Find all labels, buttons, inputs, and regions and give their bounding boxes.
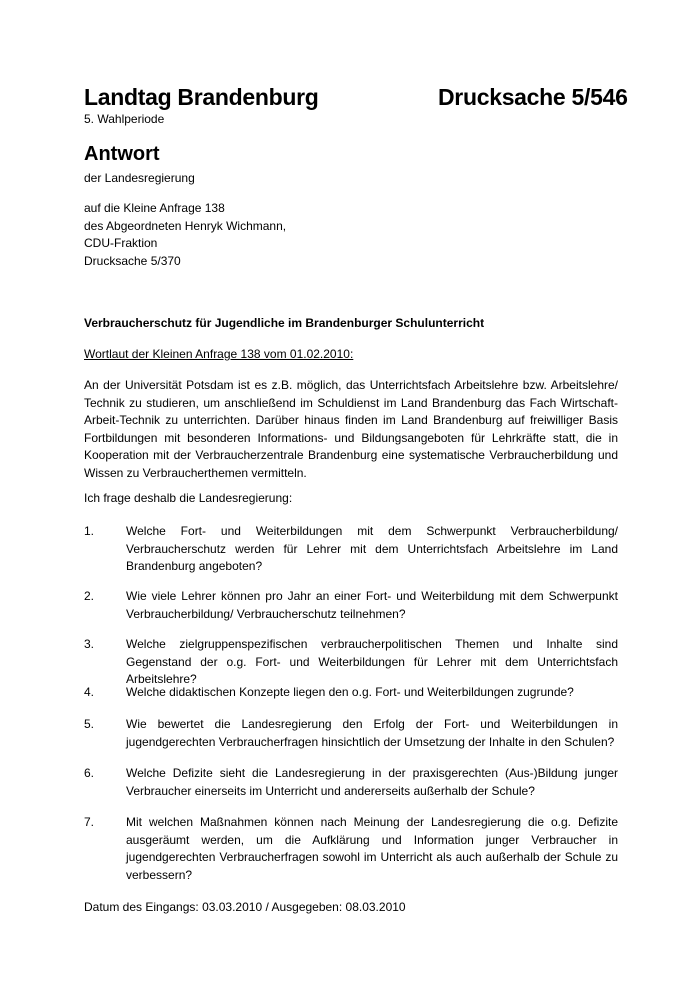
question-item: [84, 636, 618, 689]
question-number: 7.: [84, 815, 95, 829]
document-submitter: der Landesregierung: [84, 171, 195, 185]
question-text: Welche Defizite sieht die Landesregierung in der praxisgerechten (Aus-)Bildung junger Verbraucher einerseits im Unterricht und andererseits außerhalb der Schule?: [126, 766, 618, 798]
reference-line: CDU-Fraktion: [84, 236, 158, 250]
question-item: [84, 684, 618, 702]
reference-line: auf die Kleine Anfrage 138: [84, 201, 225, 215]
question-text: Welche zielgruppenspezifischen verbraucherpolitischen Themen und Inhalte sind Gegenstand der o.g. Fort- und Weiterbildungen für Lehrer mit dem Unterrichtsfach Arbeitslehre?: [126, 637, 618, 687]
reference-line: des Abgeordneten Henryk Wichmann,: [84, 218, 287, 233]
question-text: Welche Fort- und Weiterbildungen mit dem Schwerpunkt Verbraucherbildung/ Verbraucherschutz werden für Lehrer mit dem Unterrichtsfach Arbeitslehre im Land Brandenburg angeboten?: [126, 524, 618, 574]
legislative-period: 5. Wahlperiode: [84, 112, 165, 126]
inquiry-reference: [84, 200, 286, 270]
question-item: [84, 814, 618, 884]
question-item: [84, 716, 618, 751]
question-number: 4.: [84, 685, 95, 699]
subject-heading: Verbraucherschutz für Jugendliche im Brandenburger Schulunterricht: [84, 316, 485, 330]
question-text: Welche didaktischen Konzepte liegen den o.g. Fort- und Weiterbildungen zugrunde?: [126, 685, 574, 699]
question-number: 5.: [84, 717, 95, 731]
question-item: [84, 765, 618, 800]
question-number: 1.: [84, 524, 95, 538]
question-number: 2.: [84, 589, 95, 603]
document-type-title: Antwort: [84, 143, 160, 165]
question-number: 6.: [84, 766, 95, 780]
question-item: [84, 588, 618, 623]
document-number: Drucksache 5/546: [438, 84, 628, 110]
question-lead-in: Ich frage deshalb die Landesregierung:: [84, 491, 293, 505]
inquiry-wording-heading: Wortlaut der Kleinen Anfrage 138 vom 01.02.2010:: [84, 347, 354, 361]
question-text: Mit welchen Maßnahmen können nach Meinung der Landesregierung die o.g. Defizite ausgeräumt werden, um die Aufklärung und Information junger Verbraucher in jugendgerechten Verbraucherfragen sowohl im Unterricht als auch außerhalb der Schule zu verbessern?: [126, 815, 618, 882]
question-item: [84, 523, 618, 576]
parliament-name: Landtag Brandenburg: [84, 84, 319, 110]
intro-paragraph: An der Universität Potsdam ist es z.B. möglich, das Unterrichtsfach Arbeitslehre bzw. Arbeitslehre/ Technik zu studieren, um anschließend im Schuldienst im Land Brandenburg das Fach Wirtschaft-Arbeit-Technik zu unterrichten. Darüber hinaus finden im Land Brandenburg auf freiwilliger Basis Fortbildungen mit besonderen Informations- und Bildungsangeboten für Lehrkräfte statt, die in Kooperation mit der Verbraucherzentrale Brandenburg eine systematische Verbraucherbildung und Wissen zu Verbraucherthemen vermitteln.: [84, 378, 618, 480]
question-text: Wie bewertet die Landesregierung den Erfolg der Fort- und Weiterbildungen in jugendgerechten Verbraucherfragen hinsichtlich der Umsetzung der Inhalte in den Schulen?: [126, 717, 618, 749]
receipt-and-issue-dates: Datum des Eingangs: 03.03.2010 / Ausgegeben: 08.03.2010: [84, 900, 406, 914]
reference-line: Drucksache 5/370: [84, 253, 181, 268]
question-text: Wie viele Lehrer können pro Jahr an einer Fort- und Weiterbildung mit dem Schwerpunkt Verbraucherbildung/ Verbraucherschutz teilnehmen?: [126, 589, 618, 621]
question-number: 3.: [84, 637, 95, 651]
